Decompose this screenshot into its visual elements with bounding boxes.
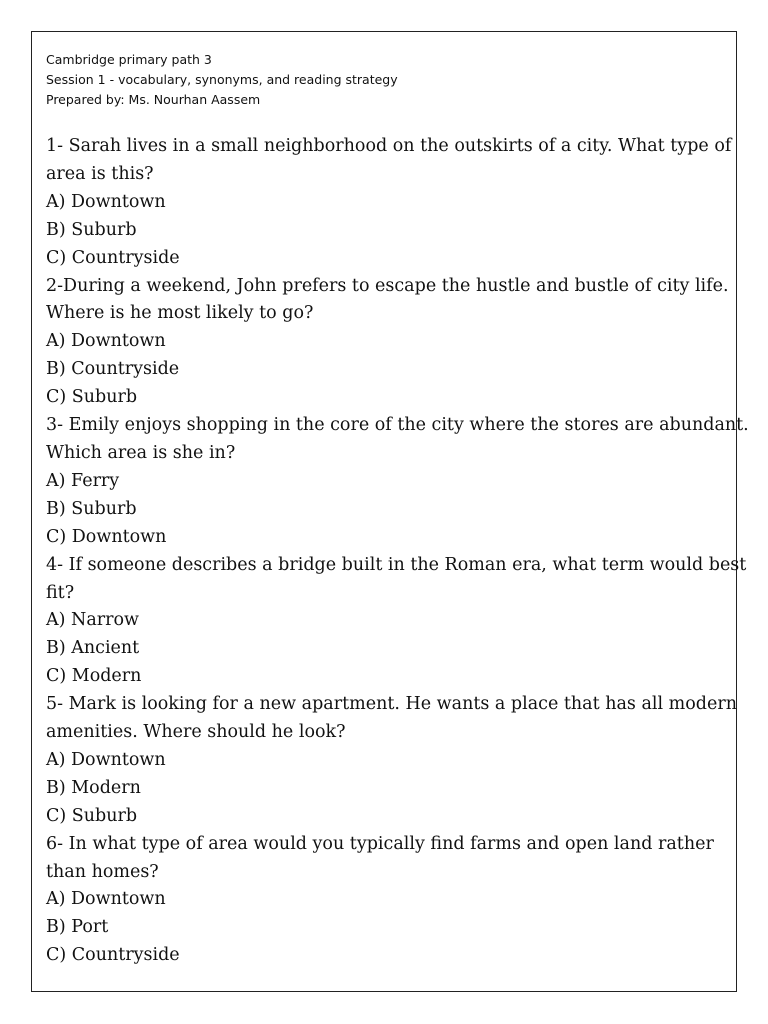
answer-option: A) Downtown — [46, 331, 166, 352]
author-line: Prepared by: Ms. Nourhan Aassem — [46, 92, 261, 107]
answer-option: C) Modern — [46, 666, 142, 687]
answer-option: B) Ancient — [46, 638, 140, 659]
answer-option: A) Ferry — [46, 470, 120, 491]
worksheet-page — [31, 31, 749, 992]
question-text: area is this? — [46, 163, 154, 184]
answer-option: A) Downtown — [46, 191, 166, 212]
answer-option: C) Downtown — [46, 526, 167, 547]
question-text: amenities. Where should he look? — [46, 722, 346, 743]
answer-option: C) Countryside — [46, 945, 180, 966]
question-5 — [46, 691, 737, 831]
question-text: Where is he most likely to go? — [46, 303, 314, 324]
question-text: 3- Emily enjoys shopping in the core of the city where the stores are abundant. — [46, 415, 749, 436]
question-text: 1- Sarah lives in a small neighborhood on the outskirts of a city. What type of — [46, 136, 732, 156]
answer-option: C) Countryside — [46, 247, 180, 268]
question-1 — [46, 133, 730, 273]
course-title: Cambridge primary path 3 — [46, 52, 212, 67]
answer-option: A) Narrow — [46, 610, 140, 631]
question-3 — [46, 412, 749, 552]
answer-option: B) Suburb — [46, 498, 137, 519]
question-text: than homes? — [46, 861, 159, 882]
answer-option: B) Modern — [46, 777, 141, 798]
question-6 — [46, 831, 730, 971]
question-4 — [46, 552, 747, 692]
question-text: 2-During a weekend, John prefers to escape the hustle and bustle of city life. — [46, 275, 729, 296]
question-2 — [46, 273, 730, 413]
worksheet-header — [46, 50, 398, 110]
answer-option: B) Suburb — [46, 219, 137, 240]
question-text: fit? — [46, 582, 75, 603]
answer-option: C) Suburb — [46, 805, 138, 826]
question-text: 4- If someone describes a bridge built in the Roman era, what term would best — [46, 554, 747, 575]
answer-option: C) Suburb — [46, 387, 138, 408]
answer-option: A) Downtown — [46, 889, 166, 910]
question-list — [46, 133, 749, 970]
session-title: Session 1 - vocabulary, synonyms, and reading strategy — [46, 72, 398, 87]
answer-option: B) Countryside — [46, 359, 180, 380]
answer-option: A) Downtown — [46, 749, 166, 770]
question-text: 5- Mark is looking for a new apartment. He wants a place that has all modern — [46, 694, 737, 715]
question-text: 6- In what type of area would you typically find farms and open land rather — [46, 833, 714, 854]
answer-option: B) Port — [46, 917, 109, 938]
question-text: Which area is she in? — [46, 442, 236, 463]
